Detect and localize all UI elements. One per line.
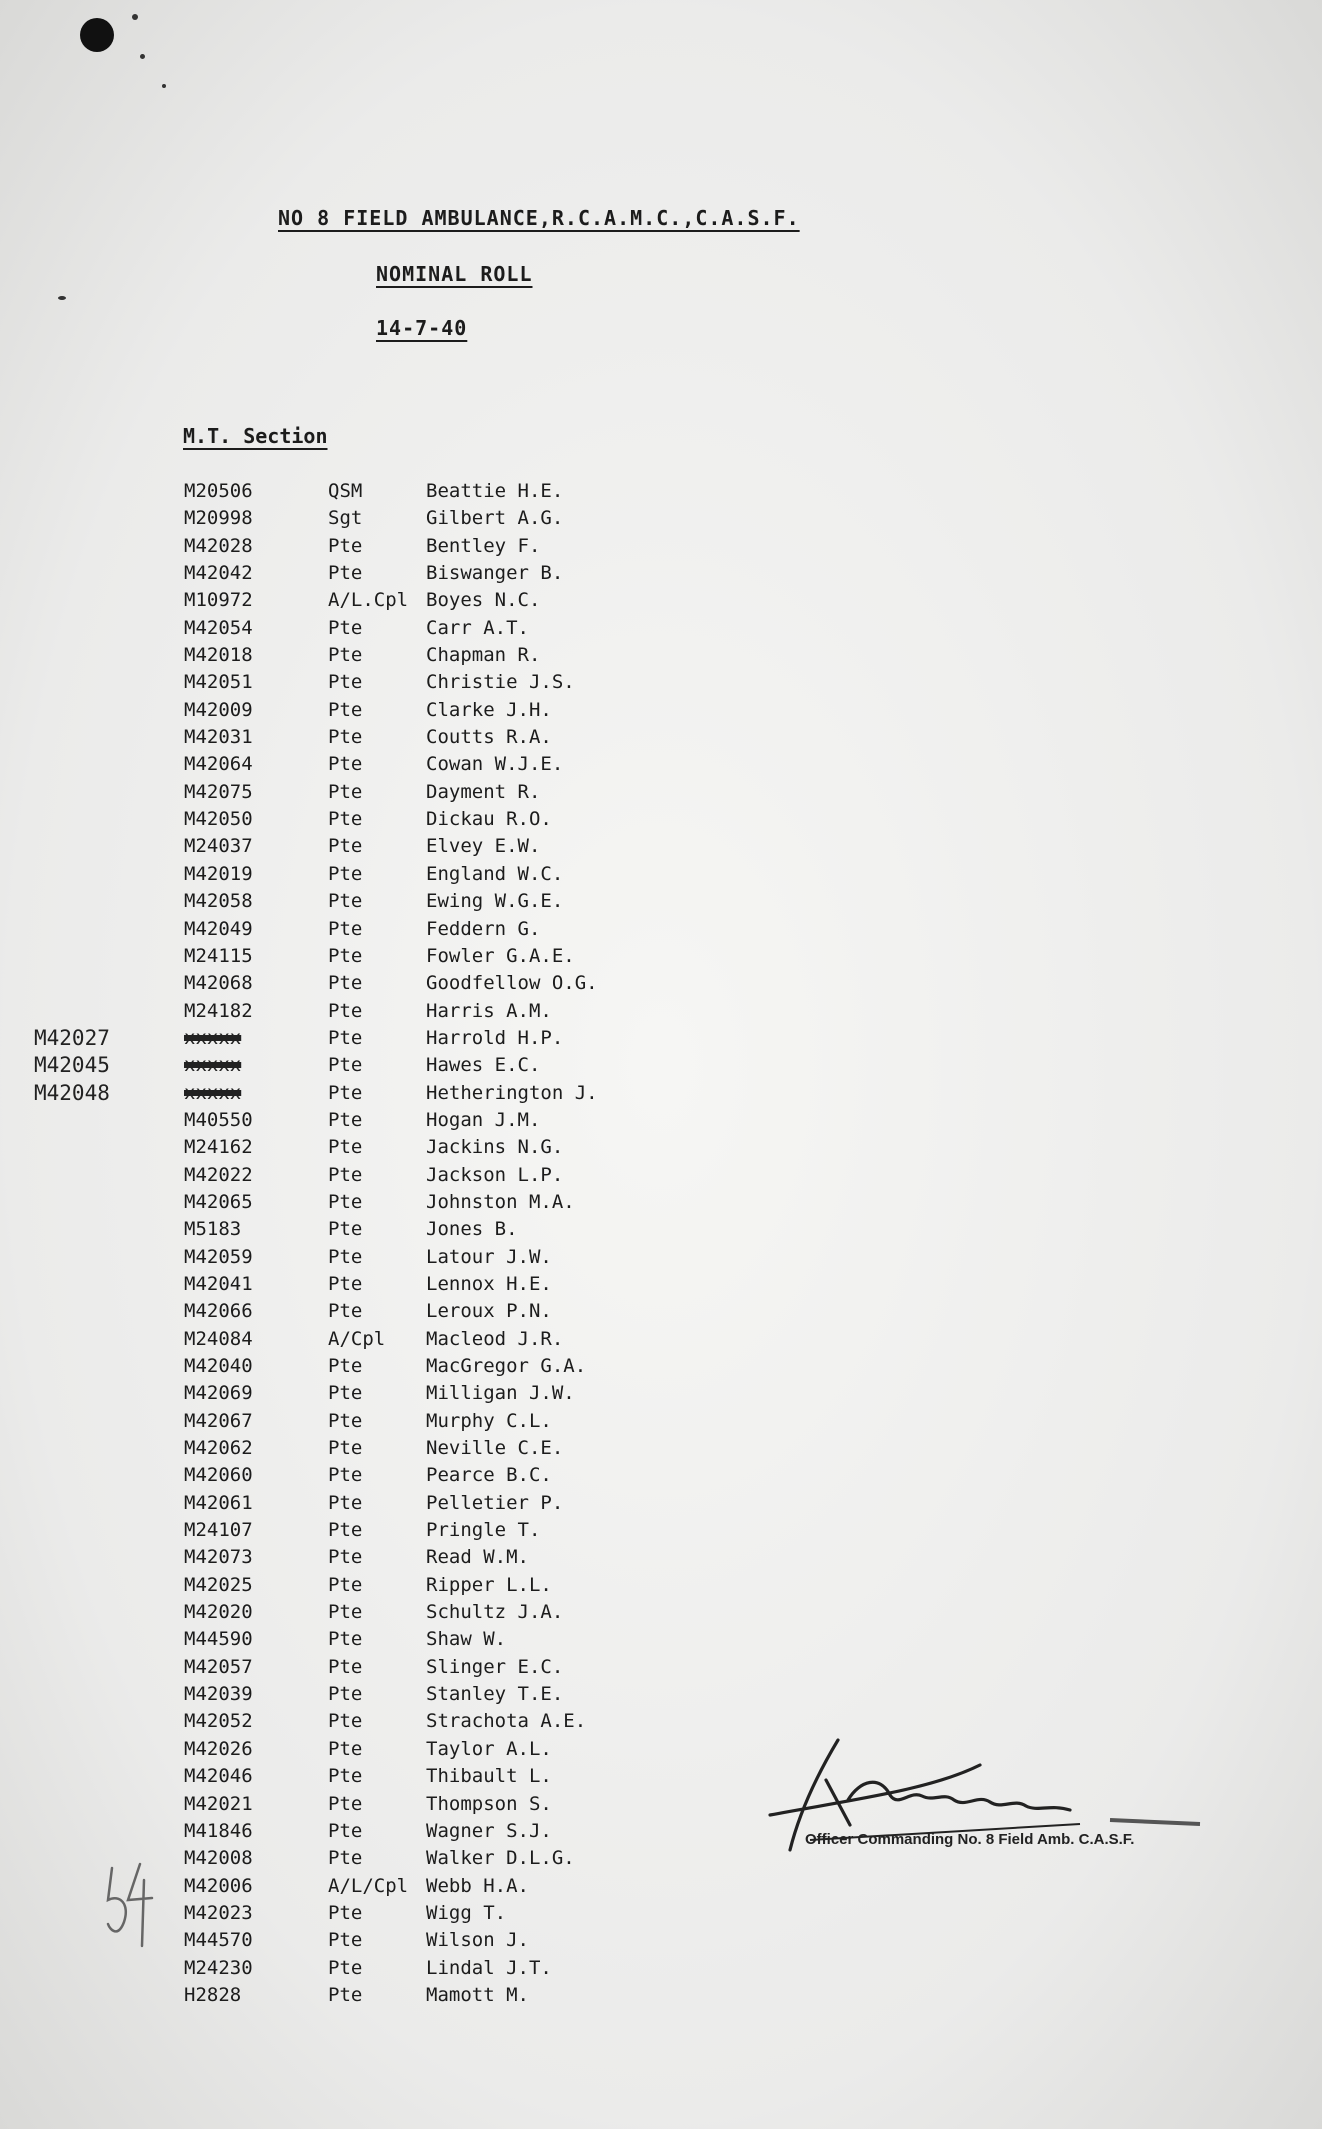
member-name: Harris A.M.: [426, 999, 552, 1022]
member-name: Murphy C.L.: [426, 1409, 552, 1432]
member-name: Webb H.A.: [426, 1874, 529, 1897]
roll-date: 14-7-40: [376, 316, 468, 340]
service-number: M42075: [184, 780, 253, 803]
rank: Pte: [328, 835, 363, 858]
rank: Pte: [328, 1546, 363, 1569]
member-name: Strachota A.E.: [426, 1710, 587, 1733]
roll-row: [180, 697, 680, 724]
roll-row: [180, 1189, 680, 1216]
roll-row: [180, 1216, 680, 1243]
service-number: M42069: [184, 1382, 253, 1405]
ink-speck: [140, 54, 145, 59]
member-name: Chapman R.: [426, 644, 541, 667]
service-number: M42052: [184, 1710, 253, 1733]
roll-row: [180, 1435, 680, 1462]
service-number: M42046: [184, 1765, 253, 1788]
member-name: Dickau R.O.: [426, 808, 552, 831]
service-number: M20998: [184, 507, 253, 530]
member-name: Dayment R.: [426, 780, 541, 803]
service-number: M42060: [184, 1464, 253, 1487]
service-number: M42040: [184, 1355, 253, 1377]
member-name: Hawes E.C.: [426, 1054, 541, 1077]
roll-row: [180, 1599, 680, 1626]
rank: Pte: [328, 1847, 363, 1870]
roll-row: [180, 806, 680, 833]
signature-caption: Officer Commanding No. 8 Field Amb. C.A.S.F.: [805, 1831, 1135, 1848]
rank: Pte: [328, 1355, 363, 1377]
roll-row: [180, 1626, 680, 1653]
roll-row: [180, 1162, 680, 1189]
roll-row: [180, 1681, 680, 1708]
rank: Pte: [328, 1655, 363, 1678]
member-name: Feddern G.: [426, 917, 541, 940]
rank: Pte: [328, 671, 363, 694]
roll-row: [180, 1982, 680, 2009]
rank: Pte: [328, 1218, 363, 1241]
member-name: Neville C.E.: [426, 1437, 564, 1460]
rank: Pte: [328, 1108, 363, 1131]
roll-row: [180, 478, 680, 505]
service-number: M24230: [184, 1956, 253, 1979]
roll-row: [180, 779, 680, 806]
service-number: M42059: [184, 1245, 253, 1268]
service-number: M42028: [184, 534, 253, 557]
member-name: Fowler G.A.E.: [426, 944, 575, 967]
roll-row: [180, 1134, 680, 1161]
roll-row: [180, 1791, 680, 1818]
member-name: Clarke J.H.: [426, 698, 552, 721]
roll-row: [180, 1517, 680, 1544]
roll-row: [180, 1927, 680, 1954]
rank: Pte: [328, 698, 363, 721]
service-number: M42067: [184, 1409, 253, 1432]
rank: A/L/Cpl: [328, 1874, 409, 1897]
rank: Pte: [328, 890, 363, 913]
ink-speck: [58, 296, 66, 300]
service-number: H2828: [184, 1983, 242, 2006]
rank: Pte: [328, 1573, 363, 1596]
punch-hole: [80, 18, 114, 52]
service-number: M42022: [184, 1163, 253, 1186]
roll-row: [180, 1271, 680, 1298]
member-name: Jackson L.P.: [426, 1163, 564, 1186]
member-name: Pelletier P.: [426, 1491, 564, 1514]
rank: Pte: [328, 780, 363, 803]
service-number: M42064: [184, 753, 253, 776]
member-name: Thompson S.: [426, 1792, 552, 1815]
service-number: M42068: [184, 972, 253, 995]
roll-row: [180, 1572, 680, 1599]
roll-row: [180, 943, 680, 970]
rank: Pte: [328, 1272, 363, 1295]
rank: Pte: [328, 1409, 363, 1432]
rank: Pte: [328, 1026, 363, 1049]
roll-row: [180, 587, 680, 614]
rank: Pte: [328, 1710, 363, 1733]
rank: Pte: [328, 999, 363, 1022]
margin-service-number: M42027: [34, 1025, 110, 1050]
rank: Pte: [328, 1901, 363, 1924]
roll-row: [180, 1490, 680, 1517]
member-name: Ewing W.G.E.: [426, 890, 564, 913]
service-number: M20506: [184, 480, 253, 502]
rank: Pte: [328, 862, 363, 885]
roll-row: [180, 1763, 680, 1790]
service-number: M42009: [184, 698, 253, 721]
rank: Pte: [328, 808, 363, 831]
roll-row: [180, 1818, 680, 1845]
rank: Pte: [328, 616, 363, 639]
roll-row: [180, 1408, 680, 1435]
service-number: M42049: [184, 917, 253, 940]
unit-title: NO 8 FIELD AMBULANCE,R.C.A.M.C.,C.A.S.F.: [278, 206, 800, 230]
member-name: Cowan W.J.E.: [426, 753, 564, 776]
rank: Pte: [328, 1792, 363, 1815]
member-name: Johnston M.A.: [426, 1190, 575, 1213]
rank: Pte: [328, 1983, 363, 2006]
rank: Pte: [328, 753, 363, 776]
service-number: M42054: [184, 616, 253, 639]
roll-row: [180, 615, 680, 642]
rank: Pte: [328, 726, 363, 749]
service-number: M24162: [184, 1136, 253, 1159]
member-name: Jones B.: [426, 1218, 518, 1241]
roll-row: [180, 998, 680, 1025]
roll-row: [180, 724, 680, 751]
roll-row: [180, 1544, 680, 1571]
service-number: M24107: [184, 1519, 253, 1542]
ink-speck: [132, 14, 138, 20]
service-number: M42006: [184, 1874, 253, 1897]
member-name: Schultz J.A.: [426, 1601, 564, 1624]
margin-service-number: M42048: [34, 1080, 110, 1105]
roll-row: [180, 751, 680, 778]
rank: Sgt: [328, 507, 363, 530]
service-number: M42057: [184, 1655, 253, 1678]
roll-row: [180, 1107, 680, 1134]
service-number: xxxxx: [184, 1054, 242, 1077]
service-number: M42073: [184, 1546, 253, 1569]
roll-row: [180, 1955, 680, 1982]
roll-row: [180, 1326, 680, 1353]
rank: Pte: [328, 972, 363, 995]
member-name: Harrold H.P.: [426, 1026, 564, 1049]
roll-row: [34, 1052, 680, 1079]
roll-row: [180, 1736, 680, 1763]
roll-row: [180, 505, 680, 532]
roll-row: [180, 669, 680, 696]
margin-service-number: M42045: [34, 1053, 110, 1078]
member-name: Wigg T.: [426, 1901, 507, 1924]
service-number: M10972: [184, 589, 253, 612]
member-name: Elvey E.W.: [426, 835, 541, 858]
rank: Pte: [328, 1956, 363, 1979]
rank: Pte: [328, 1628, 363, 1651]
member-name: Walker D.L.G.: [426, 1847, 575, 1870]
rank: Pte: [328, 534, 363, 557]
member-name: Gilbert A.G.: [426, 507, 564, 530]
service-number: M42023: [184, 1901, 253, 1924]
rank: Pte: [328, 1382, 363, 1405]
member-name: Pringle T.: [426, 1519, 541, 1542]
roll-row: [180, 1873, 680, 1900]
service-number: M42062: [184, 1437, 253, 1460]
service-number: M40550: [184, 1108, 253, 1131]
service-number: M42018: [184, 644, 253, 667]
service-number: M24037: [184, 835, 253, 858]
service-number: M42050: [184, 808, 253, 831]
service-number: M44590: [184, 1628, 253, 1651]
service-number: M41846: [184, 1819, 253, 1842]
roll-row: [180, 1298, 680, 1325]
rank: Pte: [328, 1190, 363, 1213]
member-name: Slinger E.C.: [426, 1655, 564, 1678]
rank: A/L.Cpl: [328, 589, 409, 612]
service-number: xxxxx: [184, 1026, 242, 1049]
service-number: M24115: [184, 944, 253, 967]
roll-row: [180, 833, 680, 860]
member-name: Mamott M.: [426, 1983, 529, 2006]
rank: Pte: [328, 1491, 363, 1514]
rank: Pte: [328, 1765, 363, 1788]
member-name: Christie J.S.: [426, 671, 575, 694]
roll-row: [180, 1244, 680, 1271]
roll-row: [180, 533, 680, 560]
roll-row: [180, 1462, 680, 1489]
member-name: Boyes N.C.: [426, 589, 541, 612]
rank: Pte: [328, 1136, 363, 1159]
member-name: Jackins N.G.: [426, 1136, 564, 1159]
roll-row: [180, 1845, 680, 1872]
member-name: Ripper L.L.: [426, 1573, 552, 1596]
member-name: Milligan J.W.: [426, 1382, 575, 1405]
member-name: Biswanger B.: [426, 562, 564, 585]
rank: Pte: [328, 1519, 363, 1542]
rank: Pte: [328, 1300, 363, 1323]
member-name: England W.C.: [426, 862, 564, 885]
roll-row: [180, 1900, 680, 1927]
member-name: Lindal J.T.: [426, 1956, 552, 1979]
roll-row: [180, 560, 680, 587]
member-name: Hetherington J.: [426, 1081, 598, 1104]
service-number: M42025: [184, 1573, 253, 1596]
rank: A/Cpl: [328, 1327, 386, 1350]
member-name: Latour J.W.: [426, 1245, 552, 1268]
service-number: M42026: [184, 1737, 253, 1760]
service-number: M42020: [184, 1601, 253, 1624]
member-name: Bentley F.: [426, 534, 541, 557]
member-name: Macleod J.R.: [426, 1327, 564, 1350]
roll-row: [180, 642, 680, 669]
rank: Pte: [328, 644, 363, 667]
member-name: Pearce B.C.: [426, 1464, 552, 1487]
service-number: M42058: [184, 890, 253, 913]
service-number: M42066: [184, 1300, 253, 1323]
rank: Pte: [328, 1819, 363, 1842]
service-number: M42065: [184, 1190, 253, 1213]
member-name: Taylor A.L.: [426, 1737, 552, 1760]
roll-row: [180, 916, 680, 943]
roll-row: [180, 1380, 680, 1407]
rank: Pte: [328, 1245, 363, 1268]
member-name: Coutts R.A.: [426, 726, 552, 749]
member-name: Stanley T.E.: [426, 1683, 564, 1706]
service-number: M42021: [184, 1792, 253, 1815]
rank: Pte: [328, 917, 363, 940]
service-number: M42031: [184, 726, 253, 749]
roll-row: [180, 888, 680, 915]
service-number: M44570: [184, 1929, 253, 1952]
rank: Pte: [328, 1464, 363, 1487]
rank: Pte: [328, 1081, 363, 1104]
roll-row: [34, 1080, 680, 1107]
service-number: M42051: [184, 671, 253, 694]
service-number: M5183: [184, 1218, 242, 1241]
service-number: M42061: [184, 1491, 253, 1514]
rank: QSM: [328, 480, 363, 502]
member-name: Thibault L.: [426, 1765, 552, 1788]
member-name: Hogan J.M.: [426, 1108, 541, 1131]
rank: Pte: [328, 562, 363, 585]
rank: Pte: [328, 1601, 363, 1624]
rank: Pte: [328, 1163, 363, 1186]
roll-row: [180, 1654, 680, 1681]
service-number: M24084: [184, 1327, 253, 1350]
service-number: xxxxx: [184, 1081, 242, 1104]
ink-speck: [162, 84, 166, 88]
handwritten-page-mark: [100, 1860, 160, 1950]
member-name: Lennox H.E.: [426, 1272, 552, 1295]
service-number: M42039: [184, 1683, 253, 1706]
roll-row: [180, 861, 680, 888]
rank: Pte: [328, 1737, 363, 1760]
member-name: Goodfellow O.G.: [426, 972, 598, 995]
service-number: M42041: [184, 1272, 253, 1295]
member-name: Wagner S.J.: [426, 1819, 552, 1842]
service-number: M24182: [184, 999, 253, 1022]
section-title: M.T. Section: [183, 424, 328, 448]
service-number: M42019: [184, 862, 253, 885]
roll-row: [180, 970, 680, 997]
rank: Pte: [328, 944, 363, 967]
member-name: Shaw W.: [426, 1628, 507, 1651]
rank: Pte: [328, 1437, 363, 1460]
rank: Pte: [328, 1929, 363, 1952]
roll-row: [34, 1025, 680, 1052]
rank: Pte: [328, 1683, 363, 1706]
member-name: Leroux P.N.: [426, 1300, 552, 1323]
roll-title: NOMINAL ROLL: [376, 262, 533, 286]
rank: Pte: [328, 1054, 363, 1077]
roll-row: [180, 1708, 680, 1735]
service-number: M42042: [184, 562, 253, 585]
nominal-roll-list: [34, 478, 680, 2009]
service-number: M42008: [184, 1847, 253, 1870]
member-name: Beattie H.E.: [426, 480, 564, 502]
member-name: MacGregor G.A.: [426, 1355, 587, 1377]
roll-row: [180, 1353, 680, 1380]
member-name: Read W.M.: [426, 1546, 529, 1569]
member-name: Wilson J.: [426, 1929, 529, 1952]
member-name: Carr A.T.: [426, 616, 529, 639]
